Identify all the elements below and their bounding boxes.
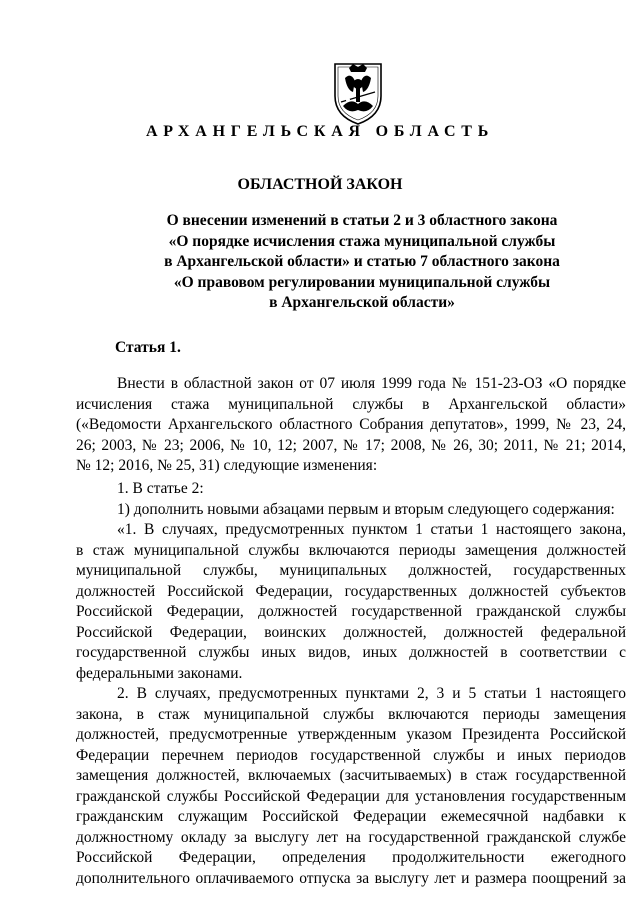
law-title-line: в Архангельской области» [269,294,455,311]
text-line: замещения должностей, включаемых (засчитываемых) в стаж государственной [76,767,626,784]
text-line: закона, в стаж муниципальной службы включаются периоды замещения [76,705,626,723]
law-title [92,211,632,314]
text-line: Российской Федерации, должностей государственной гражданской службы [76,603,626,620]
text-line: Российской Федерации, определения продолжительности ежегодного [76,849,626,866]
region-heading: АРХАНГЕЛЬСКАЯ ОБЛАСТЬ [145,123,495,140]
text-line: Внести в областной закон от 07 июля 1999 года № 151-23-ОЗ «О порядке [117,375,626,392]
arkhangelsk-coat-of-arms-icon [331,62,385,126]
intro-paragraph [76,374,626,477]
text-line: Российской Федерации, воинских должностей, должностей федеральной [76,623,626,641]
text-line: «1. В случаях, предусмотренных пунктом 1 статьи 1 настоящего закона, [117,521,626,538]
law-title-line: в Архангельской области» и статью 7 областного закона [164,253,560,270]
law-type-heading: ОБЛАСТНОЙ ЗАКОН [237,176,403,193]
item-heading: 1. В статье 2: [117,480,204,497]
article-heading: Статья 1. [115,339,181,356]
law-title-line: «О правовом регулировании муниципальной службы [173,273,551,291]
text-line: должностному окладу за выслугу лет на государственной гражданской службе [76,828,626,846]
text-line: («Ведомости Архангельского областного Собрания депутатов», 1999, № 23, 24, [76,416,626,433]
text-line: № 12; 2016, № 25, 31) следующие изменения: [76,457,378,474]
text-line: гражданской службы Российской Федерации для установления государственным [76,787,626,805]
text-line: 2. В случаях, предусмотренных пунктами 2, 3 и 5 статьи 1 настоящего [117,685,626,702]
text-line: 26; 2003, № 23; 2006, № 10, 12; 2007, № 17; 2008, № 26, 30; 2011, № 21; 2014, [76,436,626,454]
law-title-line: О внесении изменений в статьи 2 и 3 областного закона [166,212,558,229]
text-line: должностей Российской Федерации, государственных должностей субъектов [76,582,626,600]
text-line: государственной службы иных видов, иных должностей в соответствии с [76,644,626,661]
text-line: в стаж муниципальной службы включаются периоды замещения должностей [76,541,626,559]
text-line: дополнительного оплачиваемого отпуска за выслугу лет и размера поощрений за [76,869,626,887]
text-line: федеральными законами. [76,664,243,682]
text-line: исчисления стажа муниципальной службы в Архангельской области» [76,395,626,413]
item-block [76,479,626,520]
text-line: муниципальной службы, муниципальных должностей, государственных [76,562,626,579]
text-line: должностей, предусмотренные утвержденным указом Президента Российской [76,726,626,743]
law-title-line: «О порядке исчисления стажа муниципальной службы [168,232,556,250]
paragraph-2 [76,684,626,889]
text-line: гражданским служащим Российской Федерации ежемесячной надбавки к [76,808,626,825]
text-line: Федерации перечнем периодов государственной службы и иных периодов [76,746,626,764]
paragraph-1 [76,520,626,684]
sub-item: 1) дополнить новыми абзацами первым и вторым следующего содержания: [117,500,615,518]
